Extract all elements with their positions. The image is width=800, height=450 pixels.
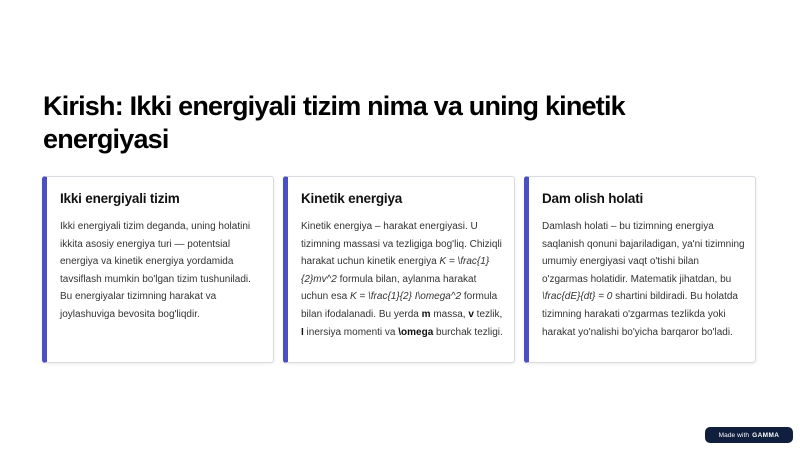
card-two-energy-system: [42, 176, 274, 363]
card-rest-state: [524, 176, 756, 363]
formula-text: m: [421, 308, 431, 320]
body-text: formula bilan, aylanma harakat uchun esa: [301, 273, 477, 303]
card-title: Ikki energiyali tizim: [60, 191, 180, 206]
badge-brand: GAMMA: [752, 431, 780, 439]
card-body: [542, 218, 745, 341]
card-title: Kinetik energiya: [301, 191, 403, 206]
formula-text: \frac{dE}{dt} = 0: [542, 291, 613, 303]
body-text: formula bilan ifodalanadi. Bu yerda: [301, 291, 498, 320]
badge-prefix: Made with: [718, 431, 750, 439]
body-text: Kinetik energiya – harakat energiyasi. U tizimning massasi va tezligiga bog'liq. Chiziqli harakat uchun kinetik energiya: [301, 221, 502, 268]
body-text: shartini bildiradi. Bu holatda tizimning harakati o'zgarmas tezlikda yoki harakat yo'nalishi bo'yicha barqaror bo'ladi.: [542, 291, 738, 338]
card-body: [301, 218, 504, 341]
card-title: Dam olish holati: [542, 191, 644, 206]
formula-text: I: [301, 326, 304, 338]
card-body: Ikki energiyali tizim deganda, uning holatini ikkita asosiy energiya turi — potentsial energiya va kinetik energiya yordamida tavsiflash mumkin bo'lgan tizim tushuniladi. Bu energiyalar tizimning harakat va joylashuviga bevosita bog'liqdir.: [60, 221, 251, 320]
formula-text: \omega: [398, 326, 434, 338]
made-with-gamma-badge[interactable]: [705, 427, 793, 443]
body-text: massa,: [430, 308, 469, 320]
body-text: inersiya momenti va: [303, 326, 399, 338]
formula-text: K = \frac{1}{2} I\omega^2: [349, 291, 462, 303]
slide-title: Kirish: Ikki energiyali tizim nima va uning kinetik energiyasi: [43, 91, 625, 154]
body-text: tezlik,: [473, 308, 503, 320]
formula-text: K = \frac{1}{2}mv^2: [301, 256, 490, 285]
card-kinetic-energy: [283, 176, 515, 363]
formula-text: v: [468, 308, 474, 320]
body-text: burchak tezligi.: [433, 326, 503, 338]
body-text: Damlash holati – bu tizimning energiya saqlanish qonuni bajariladigan, ya'ni tizimning umumiy energiyasi vaqt o'tishi bilan o'zgarmas holatidir. Matematik jihatdan, bu: [542, 221, 745, 285]
